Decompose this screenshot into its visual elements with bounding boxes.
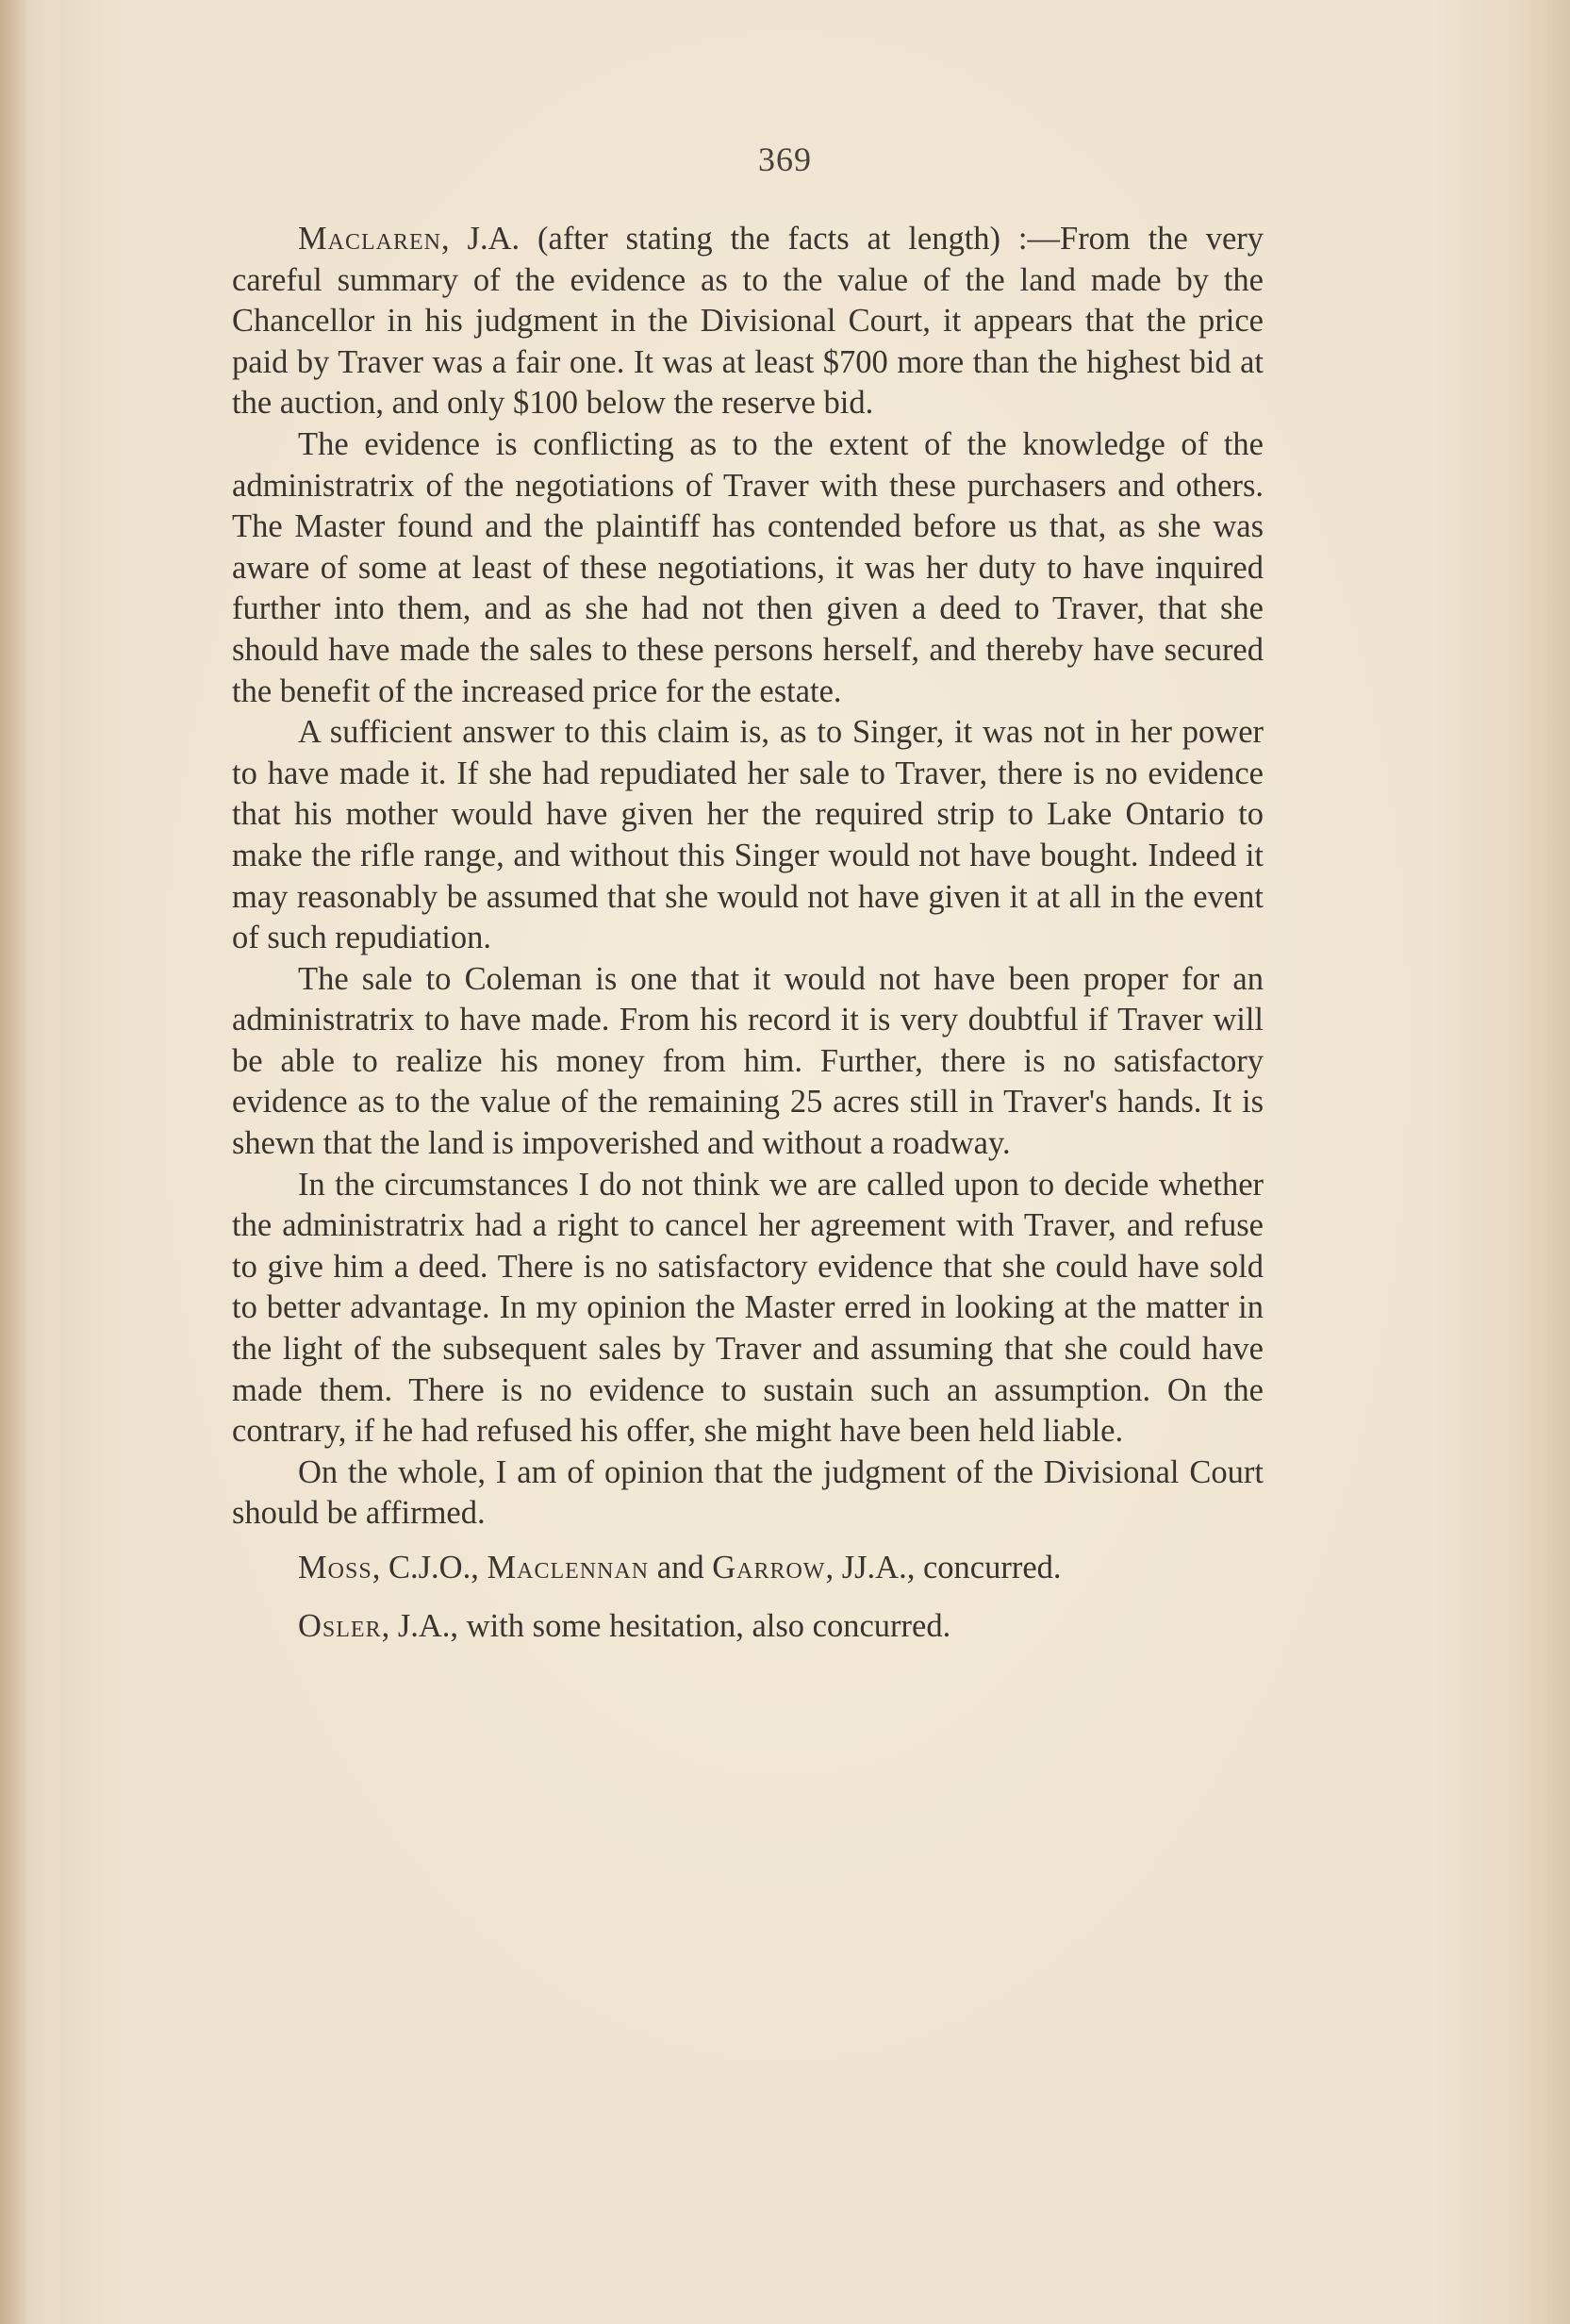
paragraph-2: The evidence is conflicting as to the extent of the knowledge of the administratrix of the negotiations of Traver with these purchasers and others. The Master found and the plaintiff has contended before us that, as she was aware of some at least of these negotiations, it was her duty to have inquired further into them, and as she had not then given a deed to Traver, that she should have made the sales to these persons herself, and thereby have secured the benefit of the increased price for the estate. xyxy=(232,425,1264,709)
paragraph-1-body: , J.A. (after stating the facts at length) :—From the very careful summary of the evidence as to the value of the land made by the Chancellor in his judgment in the Divisional Court, it appears that the price paid by Traver was a fair one. It was at least $700 more than the highest bid at the auction, and only $100 below the reserve bid. xyxy=(232,221,1264,422)
paragraph-5: In the circumstances I do not think we are called upon to decide whether the administratrix had a right to cancel her agreement with Traver, and refuse to give him a deed. There is no satisfactory evidence that she could have sold to better advantage. In my opinion the Master erred in looking at the matter in the light of the subsequent sales by Traver and assuming that she could have made them. There is no evidence to sustain such an assumption. On the contrary, if he had refused his offer, she might have been held liable. xyxy=(232,1166,1264,1450)
paragraph-6: On the whole, I am of opinion that the judgment of the Divisional Court should be affirmed. xyxy=(232,1453,1264,1532)
page-number: 369 xyxy=(758,141,812,178)
concurrence-text-3: , JJ.A., concurred. xyxy=(825,1550,1062,1585)
judge-name-maclaren: Maclaren xyxy=(298,221,442,257)
judge-name-moss: Moss xyxy=(298,1550,372,1585)
judge-name-osler: Osler xyxy=(298,1607,382,1644)
concurrence-text-1: , C.J.O., xyxy=(372,1550,488,1585)
paragraph-3: A sufficient answer to this claim is, as to Singer, it was not in her power to have made it. If she had repudiated her sale to Traver, there is no evidence that his mother would have given her the required strip to Lake Ontario to make the rifle range, and without this Singer would not have bought. Indeed it may reasonably be assumed that she would not have given it at all in the event of such repudiation. xyxy=(232,714,1264,956)
concurrence-text-2: and xyxy=(649,1550,713,1585)
spine-shadow xyxy=(0,0,28,2324)
concurrence-paragraph xyxy=(232,1548,1264,1589)
judgment-text xyxy=(232,219,1264,1647)
judge-name-garrow: Garrow xyxy=(712,1550,826,1585)
paragraph-1 xyxy=(232,219,1264,424)
final-text: , J.A., with some hesitation, also concurred. xyxy=(381,1607,951,1644)
final-paragraph xyxy=(232,1606,1264,1648)
paragraph-4: The sale to Coleman is one that it would not have been proper for an administratrix to have made. From his record it is very doubtful if Traver will be able to realize his money from him. Further, there is no satisfactory evidence as to the value of the remaining 25 acres still in Traver's hands. It is shewn that the land is impoverished and without a roadway. xyxy=(232,960,1264,1162)
judge-name-maclennan: Maclennan xyxy=(487,1550,650,1585)
